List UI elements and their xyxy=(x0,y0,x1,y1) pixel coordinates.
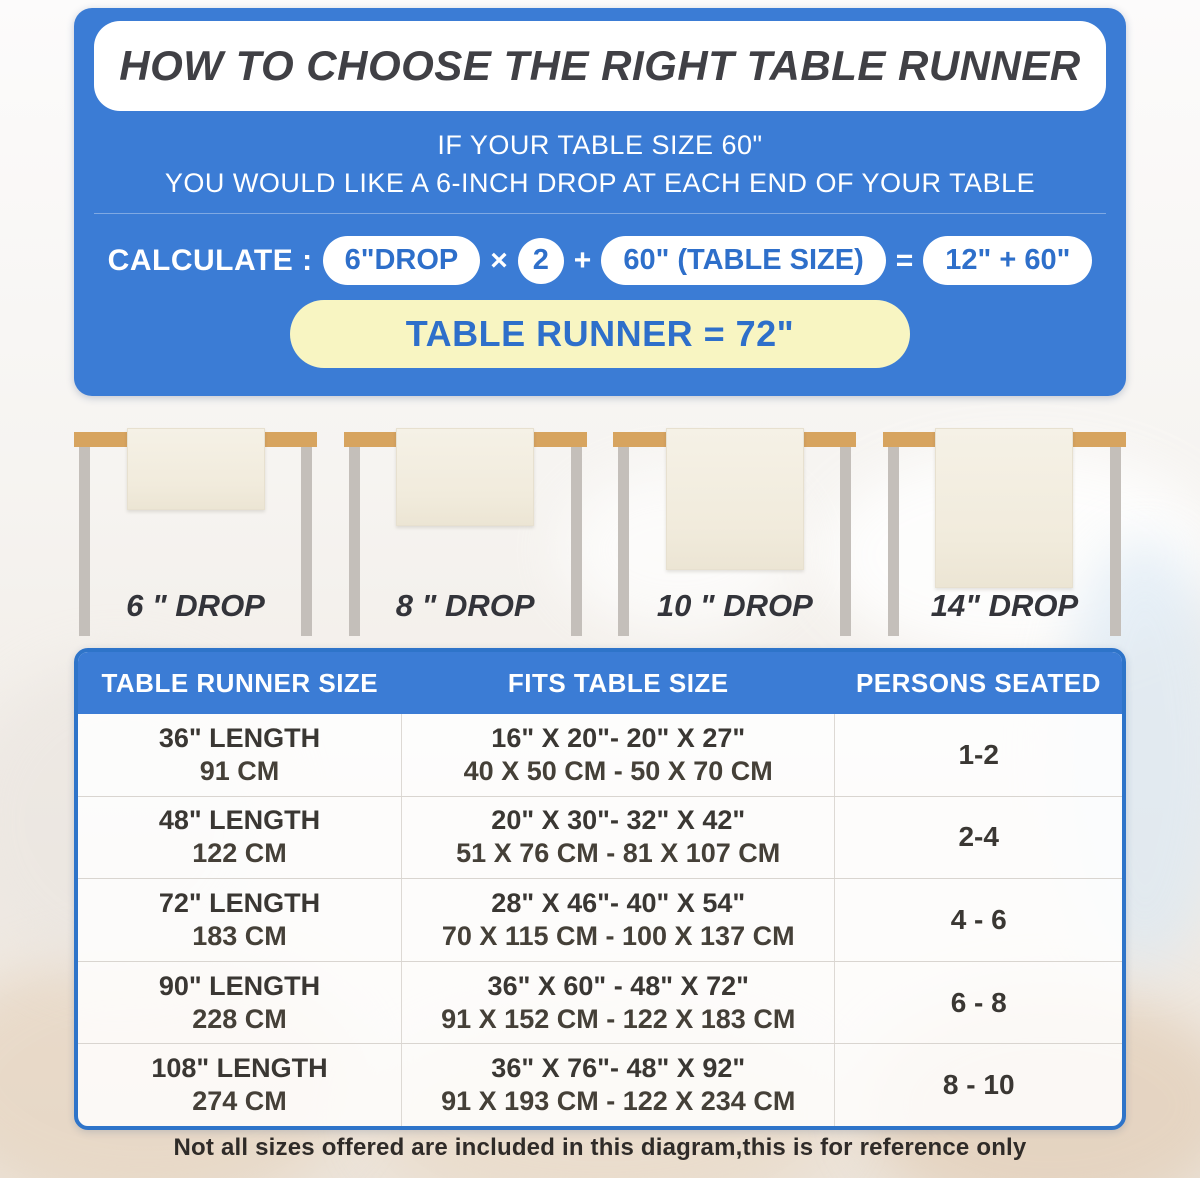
table-runner-cloth xyxy=(396,428,534,526)
page-title: HOW TO CHOOSE THE RIGHT TABLE RUNNER xyxy=(119,42,1081,89)
persons-cell xyxy=(834,714,1122,796)
fits-table-cm: 91 X 193 CM - 122 X 234 CM xyxy=(441,1086,796,1117)
runner-size-cm: 122 CM xyxy=(192,838,287,869)
title-box xyxy=(94,21,1106,111)
table-runner-cloth xyxy=(666,428,804,570)
persons-cell xyxy=(834,797,1122,879)
size-chart-panel xyxy=(74,648,1126,1130)
runner-size-inches: 108" LENGTH xyxy=(151,1053,328,1084)
column-header-persons: PERSONS SEATED xyxy=(855,667,1101,698)
table-row xyxy=(78,961,1122,1044)
persons-cell xyxy=(834,879,1122,961)
fits-table-inches: 36" X 60" - 48" X 72" xyxy=(487,970,749,1001)
drop-label: 10 " DROP xyxy=(656,588,813,623)
equals-operator: = xyxy=(895,243,914,277)
sum-pill: 12" + 60" xyxy=(923,236,1092,285)
persons-value: 4 - 6 xyxy=(950,903,1007,935)
fits-table-cm: 40 X 50 CM - 50 X 70 CM xyxy=(463,755,773,786)
drop-value-pill: 6"DROP xyxy=(323,236,481,285)
table-size-pill: 60" (TABLE SIZE) xyxy=(601,236,885,285)
calculate-label: CALCULATE : xyxy=(107,243,313,277)
drop-diagrams-row xyxy=(74,424,1126,640)
table-runner-cloth xyxy=(127,428,265,510)
drop-label: 8 " DROP xyxy=(395,588,535,623)
subtitle-line-2: YOU WOULD LIKE A 6-INCH DROP AT EACH END OF YOUR TABLE xyxy=(164,168,1036,198)
multiply-operator: × xyxy=(490,243,508,277)
runner-size-cell xyxy=(78,714,401,796)
column-header-runner-size: TABLE RUNNER SIZE xyxy=(101,667,379,698)
fits-table-cell xyxy=(401,962,834,1044)
calculation-row xyxy=(74,236,1126,285)
persons-value: 2-4 xyxy=(958,821,999,853)
runner-size-cm: 228 CM xyxy=(192,1003,287,1034)
fits-table-cell xyxy=(401,879,834,961)
fits-table-cm: 91 X 152 CM - 122 X 183 CM xyxy=(441,1003,796,1034)
size-chart-header xyxy=(78,652,1122,714)
subtitle-line-1: IF YOUR TABLE SIZE 60" xyxy=(437,130,763,160)
runner-size-cell xyxy=(78,879,401,961)
runner-size-inches: 90" LENGTH xyxy=(158,970,321,1001)
plus-operator: + xyxy=(573,243,592,277)
runner-size-cm: 274 CM xyxy=(192,1086,287,1117)
persons-cell xyxy=(834,1044,1122,1126)
runner-size-inches: 48" LENGTH xyxy=(158,805,321,836)
runner-size-cell xyxy=(78,1044,401,1126)
fits-table-inches: 16" X 20"- 20" X 27" xyxy=(491,722,746,753)
column-header-fits-table: FITS TABLE SIZE xyxy=(507,667,729,698)
table-runner-cloth xyxy=(935,428,1073,588)
runner-size-cm: 91 CM xyxy=(199,755,280,786)
multiplier-pill: 2 xyxy=(518,238,564,284)
hero-divider xyxy=(94,213,1106,214)
drop-label: 6 " DROP xyxy=(126,588,265,623)
table-row xyxy=(78,878,1122,961)
fits-table-inches: 28" X 46"- 40" X 54" xyxy=(491,888,746,919)
size-chart-body xyxy=(78,714,1122,1126)
persons-value: 8 - 10 xyxy=(942,1069,1015,1101)
runner-result-pill: TABLE RUNNER = 72" xyxy=(290,300,910,368)
fits-table-inches: 20" X 30"- 32" X 42" xyxy=(491,805,746,836)
table-row xyxy=(78,714,1122,796)
runner-size-cell xyxy=(78,797,401,879)
table-diagram-6-drop xyxy=(74,424,317,640)
persons-value: 1-2 xyxy=(958,738,999,770)
drop-label: 14" DROP xyxy=(930,588,1079,623)
table-row xyxy=(78,1043,1122,1126)
runner-size-inches: 36" LENGTH xyxy=(158,722,321,753)
fits-table-cm: 51 X 76 CM - 81 X 107 CM xyxy=(456,838,781,869)
fits-table-cell xyxy=(401,1044,834,1126)
fits-table-cell xyxy=(401,714,834,796)
table-diagram-14-drop xyxy=(883,424,1126,640)
runner-size-cm: 183 CM xyxy=(192,920,287,951)
runner-size-inches: 72" LENGTH xyxy=(158,888,321,919)
runner-size-cell xyxy=(78,962,401,1044)
persons-cell xyxy=(834,962,1122,1044)
persons-value: 6 - 8 xyxy=(950,986,1007,1018)
fits-table-cell xyxy=(401,797,834,879)
fits-table-inches: 36" X 76"- 48" X 92" xyxy=(491,1053,746,1084)
table-row xyxy=(78,796,1122,879)
table-diagram-8-drop xyxy=(344,424,587,640)
hero-panel xyxy=(74,8,1126,396)
table-diagram-10-drop xyxy=(613,424,856,640)
fits-table-cm: 70 X 115 CM - 100 X 137 CM xyxy=(441,920,795,951)
footnote: Not all sizes offered are included in this diagram,this is for reference only xyxy=(173,1134,1027,1161)
